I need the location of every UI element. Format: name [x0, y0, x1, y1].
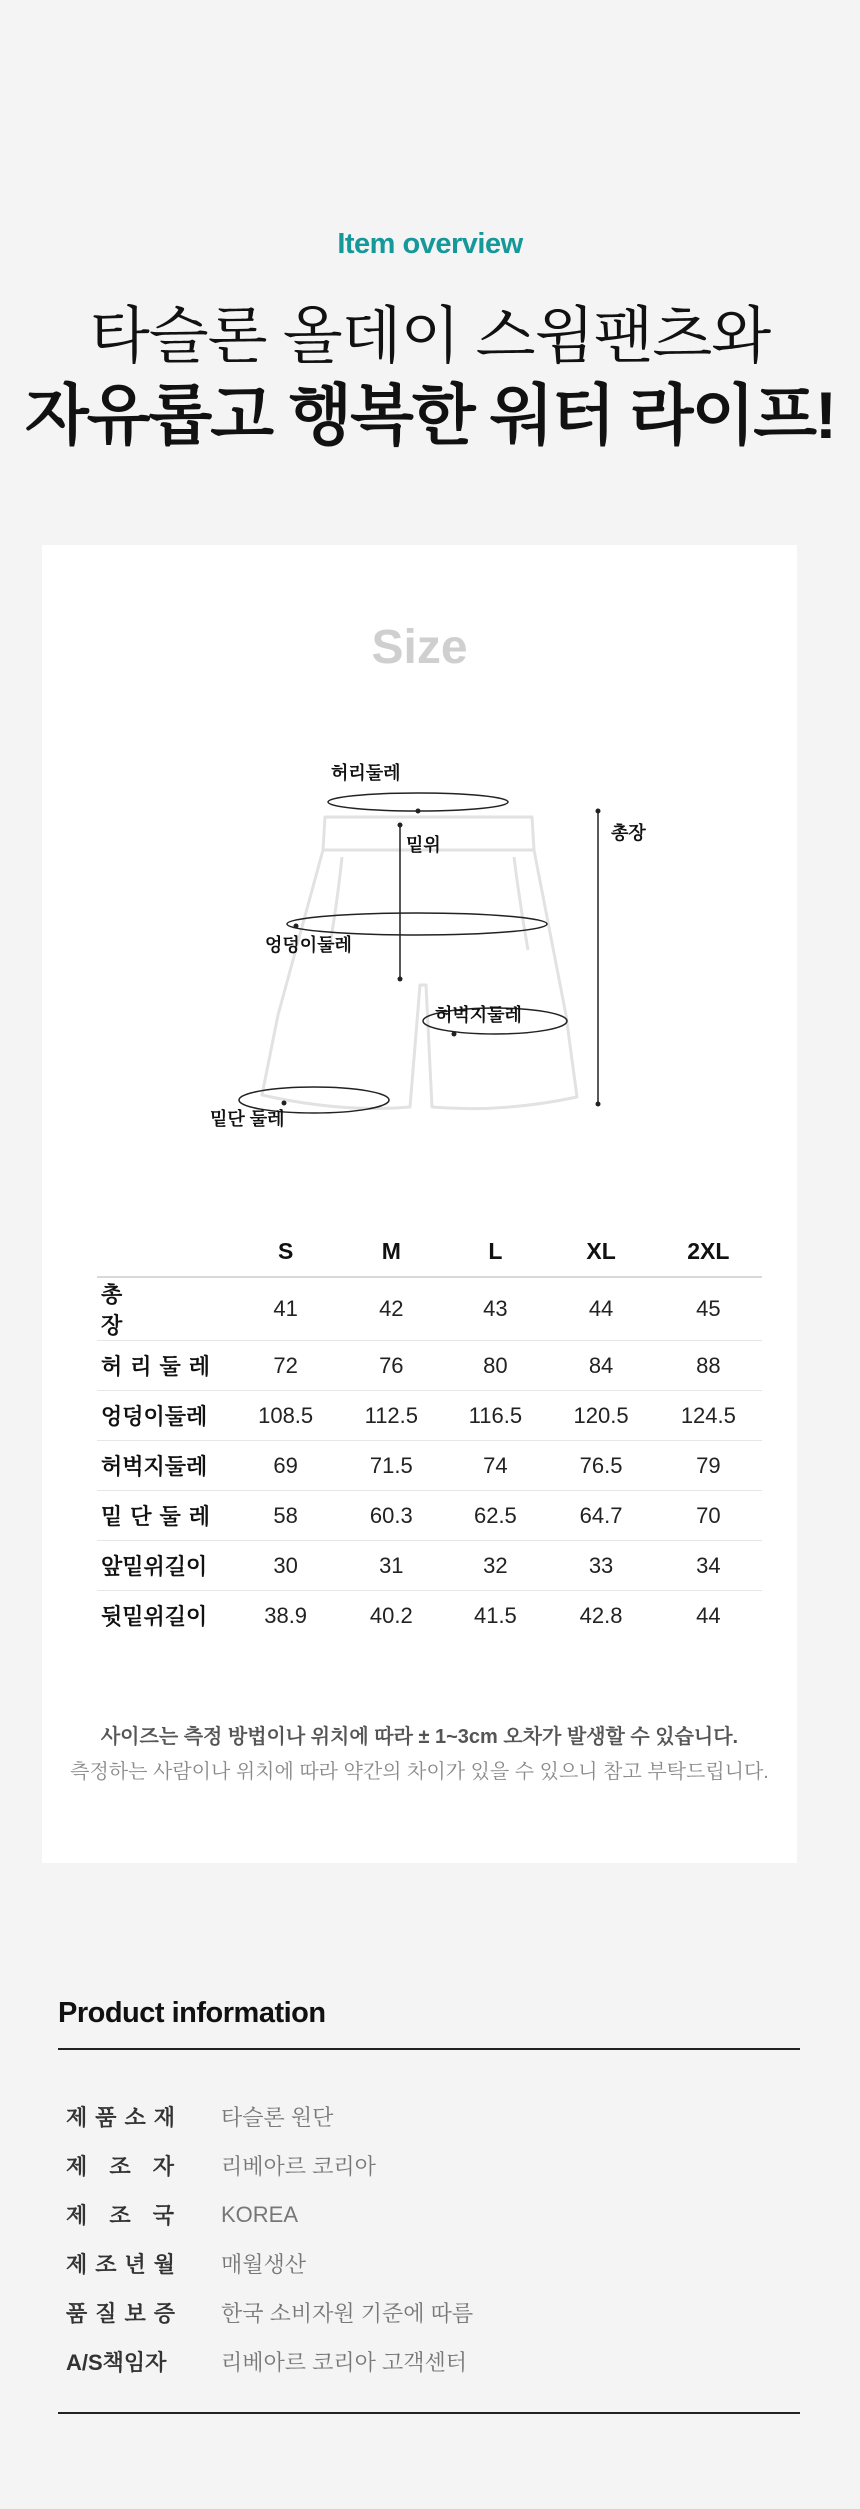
table-cell: 71.5 [339, 1441, 443, 1491]
product-information-title: Product information [58, 1997, 326, 2029]
size-note-light: 측정하는 사람이나 위치에 따라 약간의 차이가 있을 수 있으니 참고 부탁드립니다. [70, 1761, 769, 1783]
table-cell: 60.3 [339, 1491, 443, 1541]
row-label: 앞밑위길이 [97, 1541, 232, 1591]
divider [58, 2048, 800, 2050]
table-row [97, 1591, 762, 1641]
size-column-2xl: 2XL [655, 1227, 762, 1277]
headline-line-2: 자유롭고 행복한 워터 라이프! [24, 378, 836, 452]
size-column-xl: XL [547, 1227, 654, 1277]
table-cell: 33 [547, 1541, 654, 1591]
table-cell: 62.5 [443, 1491, 547, 1541]
divider [58, 2412, 800, 2414]
table-row [97, 1341, 762, 1391]
size-column-s: S [232, 1227, 339, 1277]
table-row [97, 1541, 762, 1591]
table-row [97, 1277, 762, 1341]
info-row [66, 2190, 786, 2239]
table-cell: 116.5 [443, 1391, 547, 1441]
table-cell: 44 [547, 1277, 654, 1341]
table-cell: 74 [443, 1441, 547, 1491]
item-overview-label: Item overview [337, 228, 523, 260]
info-label: 제 조 자 [66, 2154, 182, 2179]
table-row [97, 1491, 762, 1541]
table-cell: 112.5 [339, 1391, 443, 1441]
row-label: 엉덩이둘레 [97, 1391, 232, 1441]
info-label: 제조년월 [66, 2252, 184, 2277]
table-cell: 64.7 [547, 1491, 654, 1541]
info-label: 제 조 국 [66, 2203, 182, 2228]
table-cell: 108.5 [232, 1391, 339, 1441]
info-row [66, 2288, 786, 2337]
table-cell: 79 [655, 1441, 762, 1491]
table-cell: 41.5 [473, 1602, 517, 1628]
hip-label: 엉덩이둘레 [265, 935, 352, 955]
size-column-m: M [339, 1227, 443, 1277]
info-label: A/S책임자 [66, 2350, 167, 2375]
table-cell: 80 [443, 1341, 547, 1391]
info-value: KOREA [221, 2201, 299, 2227]
info-value: 매월생산 [221, 2252, 307, 2277]
row-label: 밑단둘레 [97, 1491, 232, 1541]
table-cell: 70 [655, 1491, 762, 1541]
table-cell: 45 [655, 1277, 762, 1341]
size-table-header [97, 1227, 762, 1277]
info-value: 한국 소비자원 기준에 따름 [221, 2301, 474, 2326]
table-row [97, 1441, 762, 1491]
size-table [97, 1227, 762, 1641]
table-cell: 76.5 [547, 1441, 654, 1491]
shorts-measurement-diagram [42, 545, 797, 1165]
table-cell: 84 [547, 1341, 654, 1391]
row-label: 뒷밑위길이 [101, 1604, 208, 1630]
table-cell: 32 [443, 1541, 547, 1591]
waist-ellipse [328, 793, 508, 811]
row-label: 허리둘레 [97, 1341, 232, 1391]
table-cell: 34 [655, 1541, 762, 1591]
rise-label: 밑위 [406, 835, 441, 855]
hem-label: 밑단 둘레 [210, 1109, 285, 1129]
size-note-bold: 사이즈는 측정 방법이나 위치에 따라 ± 1~3cm 오차가 발생할 수 있습니다. [100, 1726, 739, 1748]
table-cell: 124.5 [655, 1391, 762, 1441]
info-row [66, 2337, 786, 2386]
size-column-l: L [443, 1227, 547, 1277]
table-cell: 88 [655, 1341, 762, 1391]
waist-label: 허리둘레 [331, 763, 401, 783]
info-row [66, 2239, 786, 2288]
info-label: 제품소재 [66, 2105, 184, 2130]
headline-line-1: 타슬론 올데이 스윔팬츠와 [89, 302, 771, 371]
table-cell: 42.8 [579, 1602, 623, 1628]
table-cell: 120.5 [547, 1391, 654, 1441]
table-cell: 41 [232, 1277, 339, 1341]
table-cell: 72 [232, 1341, 339, 1391]
table-row [97, 1391, 762, 1441]
table-cell: 40.2 [369, 1602, 413, 1628]
total-length-label: 총장 [611, 823, 646, 843]
table-cell: 31 [339, 1541, 443, 1591]
table-cell: 38.9 [264, 1602, 308, 1628]
size-card [42, 545, 797, 1863]
info-row [66, 2141, 786, 2190]
table-cell: 43 [443, 1277, 547, 1341]
thigh-label: 허벅지둘레 [435, 1005, 522, 1025]
size-title: Size [371, 621, 468, 674]
row-label: 총 장 [97, 1277, 232, 1341]
info-value: 리베아르 코리아 [221, 2154, 376, 2179]
table-cell: 76 [339, 1341, 443, 1391]
shorts-outline [262, 817, 577, 1109]
info-value: 리베아르 코리아 고객센터 [221, 2350, 467, 2375]
table-cell: 58 [232, 1491, 339, 1541]
info-label: 품질보증 [66, 2301, 184, 2326]
table-cell: 69 [232, 1441, 339, 1491]
table-cell: 44 [696, 1602, 721, 1628]
info-row [66, 2092, 786, 2141]
table-cell: 42 [339, 1277, 443, 1341]
size-table-corner [97, 1227, 232, 1277]
table-cell: 30 [232, 1541, 339, 1591]
product-information-list [66, 2092, 786, 2386]
row-label: 허벅지둘레 [97, 1441, 232, 1491]
info-value: 타슬론 원단 [221, 2105, 334, 2130]
hip-ellipse [287, 913, 547, 935]
